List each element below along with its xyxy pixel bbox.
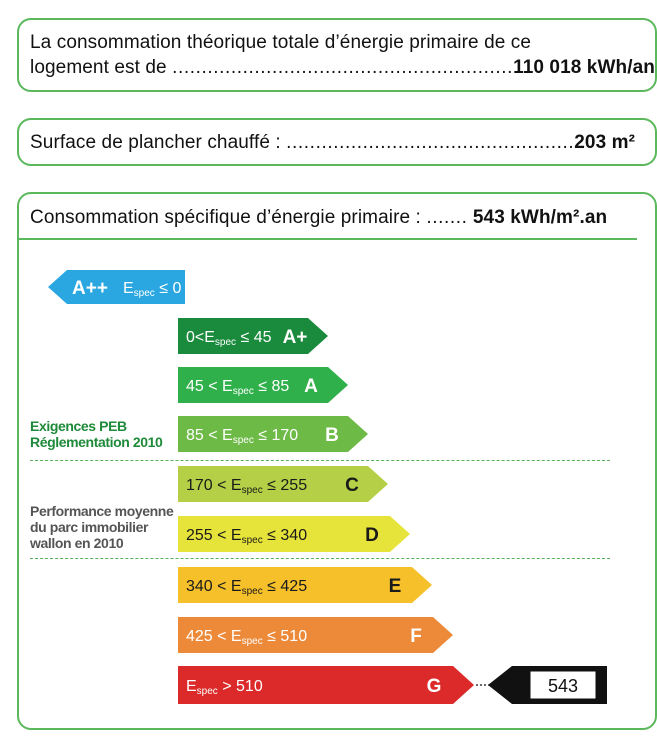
peb-line1: Exigences PEB <box>30 418 127 434</box>
energy-class-a <box>178 367 348 403</box>
class-range: 255 < Espec ≤ 340 <box>186 527 308 546</box>
peb-line2: Réglementation 2010 <box>30 434 163 450</box>
total-consumption-value: 110 018 kWh/an <box>513 57 655 78</box>
specific-consumption-value: 543 kWh/m².an <box>472 207 608 228</box>
perf-line3: wallon en 2010 <box>30 535 124 551</box>
surface-label: Surface de plancher chauffé : <box>30 132 281 153</box>
energy-class-b <box>178 416 368 452</box>
class-letter: A++ <box>72 278 108 299</box>
perf-line1: Performance moyenne <box>30 503 174 519</box>
specific-consumption-label: Consommation spécifique d’énergie primaire : <box>30 207 421 228</box>
class-letter: A <box>304 376 318 397</box>
indicator-value: 543 <box>547 676 579 696</box>
leader-dots: .......................................................... <box>172 57 514 78</box>
leader-dots: ....... <box>426 207 468 228</box>
total-consumption-text2: logement est de <box>30 57 167 78</box>
energy-class-d <box>178 516 410 552</box>
energy-class-c <box>178 466 388 502</box>
perf-line2: du parc immobilier <box>30 519 149 535</box>
energy-class-g <box>178 666 474 704</box>
class-range: 340 < Espec ≤ 425 <box>186 578 308 597</box>
total-consumption-text: La consommation théorique totale d’énergie primaire de ce <box>30 32 532 53</box>
energy-class-aplusplus <box>48 270 185 304</box>
energy-class-e <box>178 567 432 603</box>
class-range: 170 < Espec ≤ 255 <box>186 477 308 496</box>
surface-value: 203 m² <box>574 132 636 153</box>
energy-class-aplus <box>178 318 328 354</box>
class-range: Espec > 510 <box>186 678 263 697</box>
class-letter: C <box>345 475 359 496</box>
class-letter: G <box>426 676 442 697</box>
class-range: 425 < Espec ≤ 510 <box>186 628 308 647</box>
leader-dots: ................................................. <box>286 132 575 153</box>
class-range: Espec ≤ 0 <box>123 280 182 299</box>
class-letter: D <box>365 525 379 546</box>
class-letter: B <box>325 425 339 446</box>
class-letter: A+ <box>282 327 308 348</box>
class-letter: F <box>410 626 422 647</box>
current-value-indicator <box>476 666 607 704</box>
class-letter: E <box>388 576 402 597</box>
class-range: 45 < Espec ≤ 85 <box>186 378 290 397</box>
class-range: 85 < Espec ≤ 170 <box>186 427 299 446</box>
class-range: 0<Espec ≤ 45 <box>186 329 272 348</box>
energy-class-f <box>178 617 453 653</box>
